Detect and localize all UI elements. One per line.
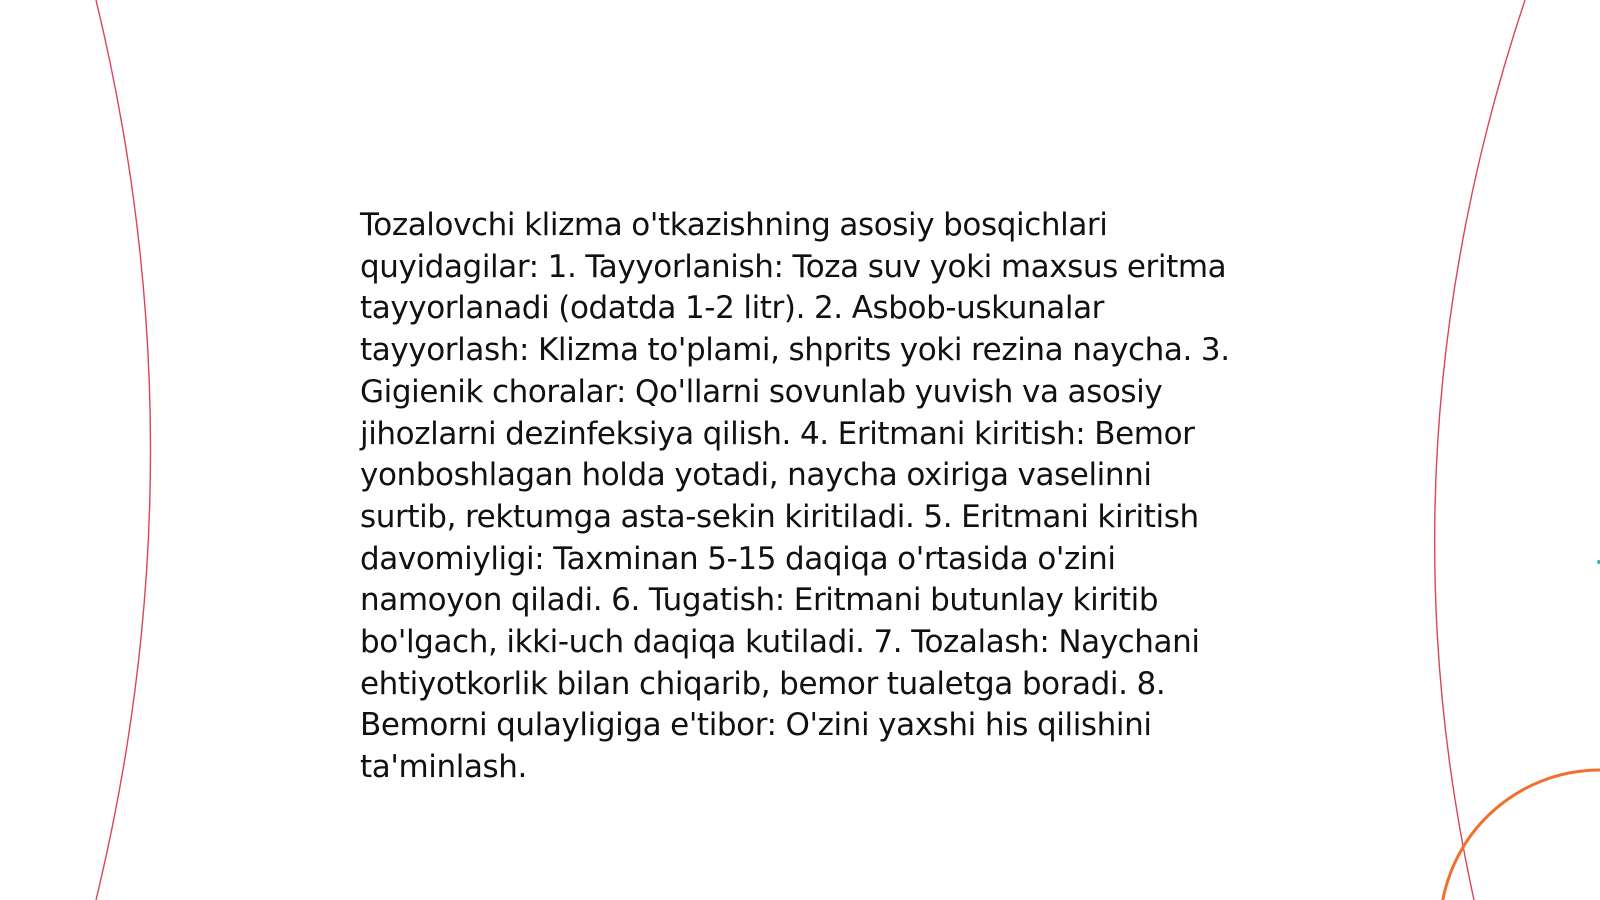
body-text: Tozalovchi klizma o'tkazishning asosiy bosqichlari quyidagilar: 1. Tayyorlanish: Toza suv yoki maxsus eritma tayyorlanadi (odatda 1-2 litr). 2. Asbob-uskunalar tayyorlash: Klizma to'plami, shprits yoki rezina naycha. 3. Gigienik choralar: Qo'llarni sovunlab yuvish va asosiy jihozlarni dezinfeksiya qilish. 4. Eritmani kiritish: Bemor yonboshlagan holda yotadi, naycha oxiriga vaselinni surtib, rektumga asta-sekin kiritiladi. 5. Eritmani kiritish davomiyligi: Taxminan 5-15 daqiqa o'rtasida o'zini namoyon qiladi. 6. Tugatish: Eritmani butunlay kiritib bo'lgach, ikki-uch daqiqa kutiladi. 7. Tozalash: Naychani ehtiyotkorlik bilan chiqarib, bemor tualetga boradi. 8. Bemorni qulayligiga e'tibor: O'zini yaxshi his qilishini ta'minlash.	[360, 207, 1230, 786]
left-curve-line	[96, 0, 151, 900]
accent-circle	[1440, 770, 1600, 900]
right-curve-line	[1435, 0, 1525, 900]
